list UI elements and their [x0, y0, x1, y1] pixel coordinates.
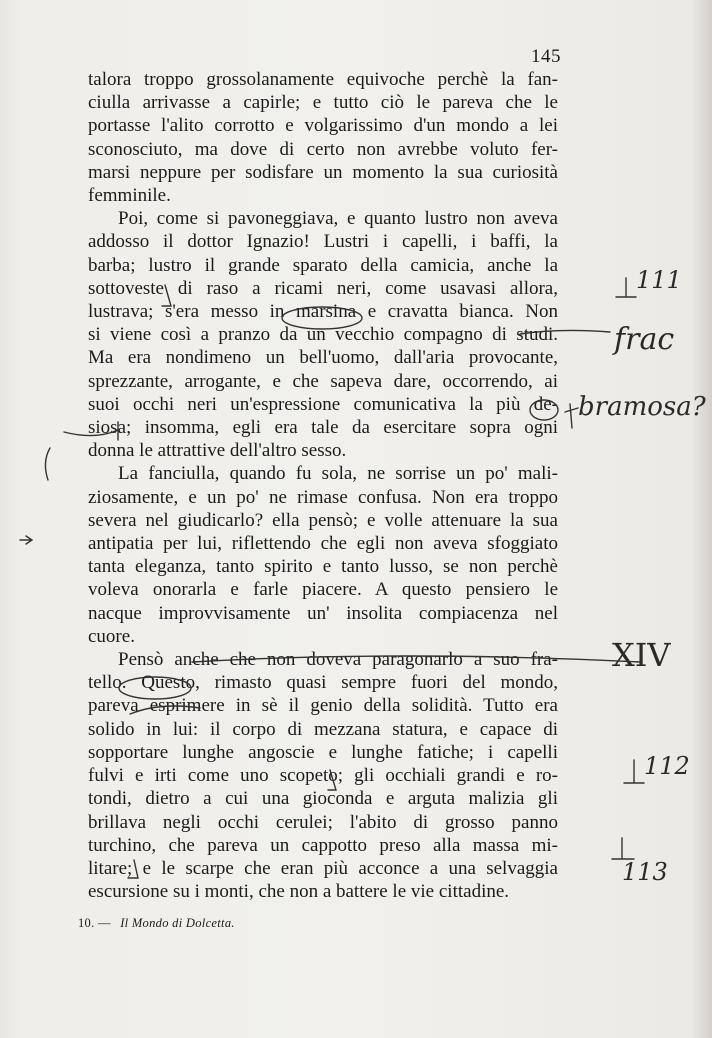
- text-line: turchino, che pareva un cappotto preso alla massa mi-: [88, 834, 558, 856]
- margin-note-frac: frac: [614, 322, 675, 357]
- paragraph-4: [88, 648, 558, 903]
- text-line: cuore.: [88, 625, 135, 647]
- text-line: pareva esprimere in sè il genio della solidità. Tutto era: [88, 695, 558, 717]
- body-text: [88, 68, 558, 903]
- line-marker-113: [612, 838, 634, 859]
- text-line: severa nel giudicarlo? ella pensò; e volle attenuare la sua: [88, 509, 558, 531]
- text-line: tondi, dietro a cui una gioconda e arguta malizia gli: [88, 788, 558, 810]
- text-line: suoi occhi neri un'espressione comunicativa la più de-: [88, 393, 558, 415]
- text-line: barba; lustro il grande sparato della camicia, anche la: [88, 254, 558, 276]
- text-line: ziosamente, e un po' ne rimase confusa. Non era troppo: [88, 486, 558, 508]
- text-line: tanta eleganza, tanto spirito e tanto lusso, se non perchè: [88, 556, 558, 578]
- paragraph-1: [88, 68, 558, 207]
- text-line: talora troppo grossolanamente equivoche perchè la fan-: [88, 69, 558, 90]
- text-line: portasse l'alito corrotto e volgarissimo d'un mondo a lei: [88, 115, 558, 137]
- paragraph-2: [88, 207, 558, 462]
- text-line: femminile.: [88, 185, 171, 207]
- text-line: Pensò anche che non doveva paragonarlo a suo fra-: [118, 649, 558, 671]
- text-line: voleva onorarla e farle piacere. A questo pensiero le: [88, 579, 558, 601]
- margin-note-xiv: XIV: [612, 636, 671, 674]
- left-margin-stroke: [45, 448, 50, 480]
- text-line: sprezzante, arrogante, e che sapeva dare, occorrendo, ai: [88, 370, 558, 392]
- page-footer: [78, 916, 235, 931]
- text-line: antipatia per lui, riflettendo che egli non aveva sfoggiato: [88, 533, 558, 555]
- paragraph-3: [88, 462, 558, 648]
- margin-note-bramosa: bramosa?: [578, 392, 706, 422]
- margin-note-113: 113: [622, 858, 668, 886]
- text-line: sconosciuto, ma dove di certo non avrebbe voluto fer-: [88, 138, 558, 160]
- bracket-bramosa: [565, 404, 578, 428]
- text-line: lustrava; s'era messo in marsina e cravatta bianca. Non: [88, 301, 558, 323]
- text-line: Poi, come si pavoneggiava, e quanto lustro non aveva: [118, 208, 558, 230]
- book-title: Il Mondo di Dolcetta.: [120, 916, 235, 930]
- text-line: marsi neppure per sodisfare un momento la sua curiosità: [88, 161, 558, 183]
- text-line: Ma era nondimeno un bell'uomo, dall'aria provocante,: [88, 347, 558, 369]
- text-line: solido in lui: il corpo di mezzana statura, e capace di: [88, 718, 558, 740]
- left-margin-arrow: [20, 536, 32, 544]
- text-line: litare; e le scarpe che eran più acconce a una selvaggia: [88, 857, 558, 879]
- line-marker-111: [616, 278, 636, 297]
- text-line: escursione su i monti, che non a battere le vie cittadine.: [88, 881, 510, 903]
- signature-mark: 10. —: [78, 916, 111, 930]
- text-line: siosa; insomma, egli era tale da esercitare sopra ogni: [88, 417, 558, 439]
- line-marker-112: [624, 760, 644, 783]
- text-line: nacque improvvisamente un' insolita compiacenza nel: [88, 602, 558, 624]
- text-line: donna le attrattive dell'altro sesso.: [88, 440, 347, 462]
- text-line: sottoveste di raso a ricami neri, come usavasi allora,: [88, 277, 558, 299]
- text-line: sopportare lunghe angoscie e lunghe fatiche; i capelli: [88, 741, 558, 763]
- margin-note-111: 111: [636, 266, 682, 294]
- margin-note-112: 112: [644, 752, 690, 780]
- text-line: La fanciulla, quando fu sola, ne sorrise un po' mali-: [118, 463, 558, 485]
- text-line: fulvi e irti come uno scopeto; gli occhiali grandi e ro-: [88, 765, 558, 787]
- text-line: ciulla arrivasse a capirle; e tutto ciò le pareva che le: [88, 92, 558, 114]
- page-number: 145: [531, 46, 561, 67]
- text-line: tello. Questo, rimasto quasi sempre fuori del mondo,: [88, 672, 558, 694]
- text-line: brillava negli occhi cerulei; l'abito di grosso panno: [88, 811, 558, 833]
- text-line: addosso il dottor Ignazio! Lustri i capelli, i baffi, la: [88, 231, 558, 253]
- text-line: si viene così a pranzo da un vecchio compagno di studi.: [88, 324, 558, 346]
